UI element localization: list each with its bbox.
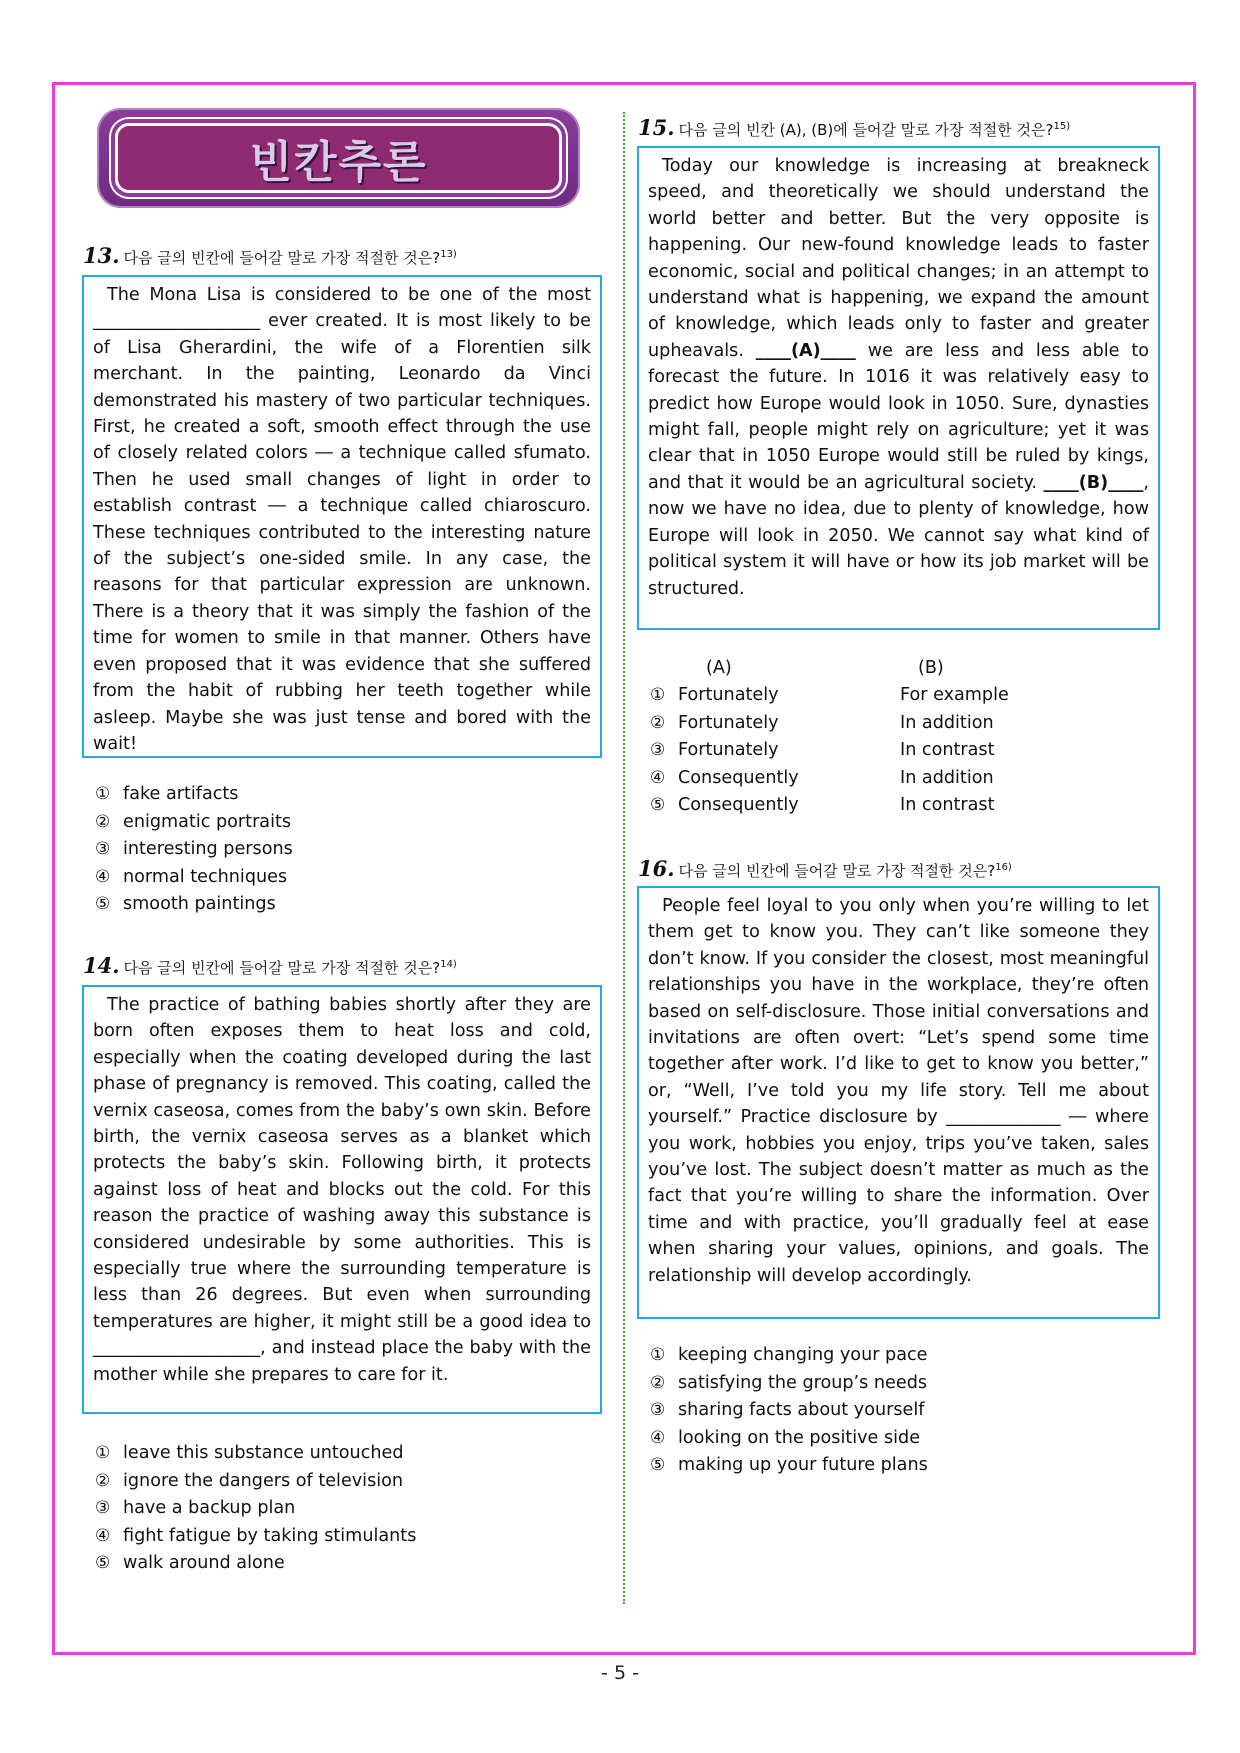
option-text: have a backup plan <box>123 1498 296 1518</box>
question-prompt: 다음 글의 빈칸에 들어갈 말로 가장 적절한 것은? <box>123 249 441 267</box>
option-1[interactable] <box>650 682 1009 710</box>
option-3[interactable] <box>95 1495 416 1523</box>
option-text: smooth paintings <box>123 894 276 914</box>
option-1[interactable] <box>650 1342 928 1370</box>
option-number: ④ <box>95 866 111 887</box>
option-5[interactable] <box>650 792 1009 820</box>
passage-text: ever created. It is most likely to be of Lisa Gherardini, the wife of a Florentien silk merchant. In the painting, Leonardo da Vinci demonstrated his mastery of two particular techniques. First, he created a soft, smooth effect through the use of closely related colors ― a technique called sfumato. Then he used small changes of light in order to establish contrast ― a technique called chiaroscuro. These techniques contributed to the interesting nature of the subject’s one-sided smile. In any case, the reasons for that particular expression are unknown. There is a theory that it was simply the fashion of the time for women to smile in that manner. Others have even proposed that it was evidence that she suffered from the habit of rubbing her teeth together while asleep. Maybe she was just tense and bored with the wait! <box>93 311 591 754</box>
question-15-header <box>638 115 1070 140</box>
column-a-header: (A) <box>706 657 732 678</box>
option-number: ③ <box>95 1498 111 1518</box>
footnote-ref: 13) <box>440 249 457 260</box>
option-text: ignore the dangers of television <box>123 1470 404 1491</box>
options-13 <box>95 781 293 919</box>
page-number: - 5 - <box>601 1662 639 1684</box>
option-number: ② <box>650 712 666 733</box>
option-2[interactable] <box>95 809 293 837</box>
passage-text: People feel loyal to you only when you’re willing to let them get to know you. They can’t like someone they don’t know. If you consider the closest, most meaningful relationships you have in the workplace, they’re often based on self-disclosure. Those initial conversations and invitations are often overt: “Let’s spend some time together after work. I’d like to get to know you better,” or, “Well, I’ve told you my life story. Tell me about yourself.” Practice disclosure by <box>648 896 1149 1128</box>
passage-14 <box>82 985 602 1414</box>
column-b-header: (B) <box>918 657 944 678</box>
option-b-text: In contrast <box>900 740 995 761</box>
option-number: ② <box>95 1470 111 1491</box>
answer-blank: ___________________ <box>93 1338 261 1359</box>
option-number: ③ <box>650 1400 666 1420</box>
question-number: 16. <box>638 856 675 881</box>
option-number: ② <box>95 811 111 832</box>
option-text: enigmatic portraits <box>123 811 292 832</box>
option-number: ① <box>95 1443 111 1463</box>
option-number: ① <box>95 784 111 804</box>
passage-13 <box>82 275 602 758</box>
option-5[interactable] <box>650 1452 928 1480</box>
option-text: keeping changing your pace <box>678 1345 928 1365</box>
option-number: ⑤ <box>650 795 666 816</box>
option-text: sharing facts about yourself <box>678 1400 925 1420</box>
option-5[interactable] <box>95 891 293 919</box>
option-1[interactable] <box>95 1440 416 1468</box>
option-number: ⑤ <box>650 1455 666 1475</box>
option-number: ④ <box>95 1525 111 1546</box>
option-text: leave this substance untouched <box>123 1443 404 1463</box>
options-15 <box>650 654 1009 819</box>
option-3[interactable] <box>95 836 293 864</box>
option-b-text: For example <box>900 685 1009 706</box>
option-number: ⑤ <box>95 894 111 914</box>
answer-blank: ___________________ <box>93 311 261 332</box>
section-title: 빈칸추론 <box>249 137 428 188</box>
footnote-ref: 15) <box>1053 121 1071 132</box>
option-text: fake artifacts <box>123 784 239 804</box>
question-number: 14. <box>83 953 120 978</box>
passage-text: ― where you work, hobbies you enjoy, trips you’ve taken, sales you’ve lost. The subject doesn’t matter as much as the fact that you’re willing to share the information. Over time and with practice, you’ll gradually feel at ease when sharing your values, opinions, and goals. The relationship will develop accordingly. <box>648 1107 1149 1286</box>
option-number: ① <box>650 685 666 706</box>
option-number: ⑤ <box>95 1553 111 1573</box>
footnote-ref: 16) <box>995 862 1012 873</box>
option-text: making up your future plans <box>678 1455 928 1475</box>
section-banner-inner <box>115 123 562 193</box>
option-a-text: Fortunately <box>678 740 779 761</box>
option-b-text: In addition <box>900 767 994 788</box>
option-number: ② <box>650 1372 666 1393</box>
answer-blank-a: ____(A)____ <box>755 340 856 361</box>
question-prompt: 다음 글의 빈칸에 들어갈 말로 가장 적절한 것은? <box>123 959 441 977</box>
passage-16 <box>637 886 1160 1319</box>
option-number: ① <box>650 1345 666 1365</box>
option-a-text: Consequently <box>678 767 799 788</box>
section-banner <box>97 108 580 208</box>
option-b-text: In addition <box>900 712 994 733</box>
question-16-header <box>638 856 1012 881</box>
question-number: 13. <box>83 243 120 268</box>
passage-15 <box>637 146 1160 630</box>
option-2[interactable] <box>650 709 1009 737</box>
passage-text: The practice of bathing babies shortly after they are born often exposes them to heat loss and cold, especially when the coating developed during the last phase of pregnancy is removed. This coating, called the vernix caseosa, comes from the baby’s own skin. Before birth, the vernix caseosa serves as a blanket which protects the baby’s skin. Following birth, it protects against loss of heat and blocks out the cold. For this reason the practice of washing away this substance is considered undesirable by some authorities. This is especially true where the surrounding temperature is less than 26 degrees. But even when surrounding temperatures are higher, it might still be a good idea to <box>93 995 591 1332</box>
option-number: ④ <box>650 767 666 788</box>
question-13-header <box>83 243 457 268</box>
passage-text: The Mona Lisa is considered to be one of the most <box>107 285 591 305</box>
option-4[interactable] <box>95 864 293 892</box>
passage-text: we are less and less able to forecast the future. In 1016 it was relatively easy to predict how Europe would look in 1050. Sure, dynasties might fall, people might rely on agriculture; yet it was clear that in 1050 Europe would still be ruled by kings, and that it would be an agricultural society. <box>648 340 1150 493</box>
option-a-text: Fortunately <box>678 685 779 706</box>
option-2[interactable] <box>95 1468 416 1496</box>
options-14 <box>95 1440 416 1578</box>
option-text: looking on the positive side <box>678 1427 921 1448</box>
option-text: interesting persons <box>123 839 293 859</box>
option-2[interactable] <box>650 1370 928 1398</box>
option-4[interactable] <box>650 1425 928 1453</box>
question-number: 15. <box>638 115 675 140</box>
option-b-text: In contrast <box>900 795 995 816</box>
option-text: satisfying the group’s needs <box>678 1372 928 1393</box>
passage-text: , now we have no idea, due to plenty of knowledge, how Europe will look in 2050. We cannot say what kind of political system it will have or how its job market will be structured. <box>648 472 1149 599</box>
option-number: ③ <box>650 740 666 761</box>
options-header <box>650 654 1009 682</box>
option-number: ③ <box>95 839 111 859</box>
options-16 <box>650 1342 928 1480</box>
question-prompt: 다음 글의 빈칸 (A), (B)에 들어갈 말로 가장 적절한 것은? <box>678 121 1054 139</box>
option-text: fight fatigue by taking stimulants <box>123 1525 417 1546</box>
option-4[interactable] <box>650 764 1009 792</box>
option-text: normal techniques <box>123 866 288 887</box>
answer-blank: _____________ <box>946 1107 1061 1128</box>
option-text: walk around alone <box>123 1553 285 1573</box>
option-a-text: Consequently <box>678 795 799 816</box>
option-4[interactable] <box>95 1523 416 1551</box>
question-prompt: 다음 글의 빈칸에 들어갈 말로 가장 적절한 것은? <box>678 862 996 880</box>
option-number: ④ <box>650 1427 666 1448</box>
passage-text: , and instead place the baby with the mother while she prepares to care for it. <box>93 1338 591 1385</box>
option-5[interactable] <box>95 1550 416 1578</box>
column-divider <box>623 112 625 1604</box>
footnote-ref: 14) <box>440 959 457 970</box>
option-3[interactable] <box>650 737 1009 765</box>
question-14-header <box>83 953 457 978</box>
option-a-text: Fortunately <box>678 712 779 733</box>
answer-blank-b: ____(B)____ <box>1043 472 1144 493</box>
passage-text: Today our knowledge is increasing at breakneck speed, and theoretically we should understand the world better and better. But the very opposite is happening. Our new-found knowledge leads to faster economic, social and political changes; in an attempt to understand what is happening, we expand the amount of knowledge, which leads only to faster and greater upheavals. <box>648 156 1149 361</box>
option-1[interactable] <box>95 781 293 809</box>
option-3[interactable] <box>650 1397 928 1425</box>
